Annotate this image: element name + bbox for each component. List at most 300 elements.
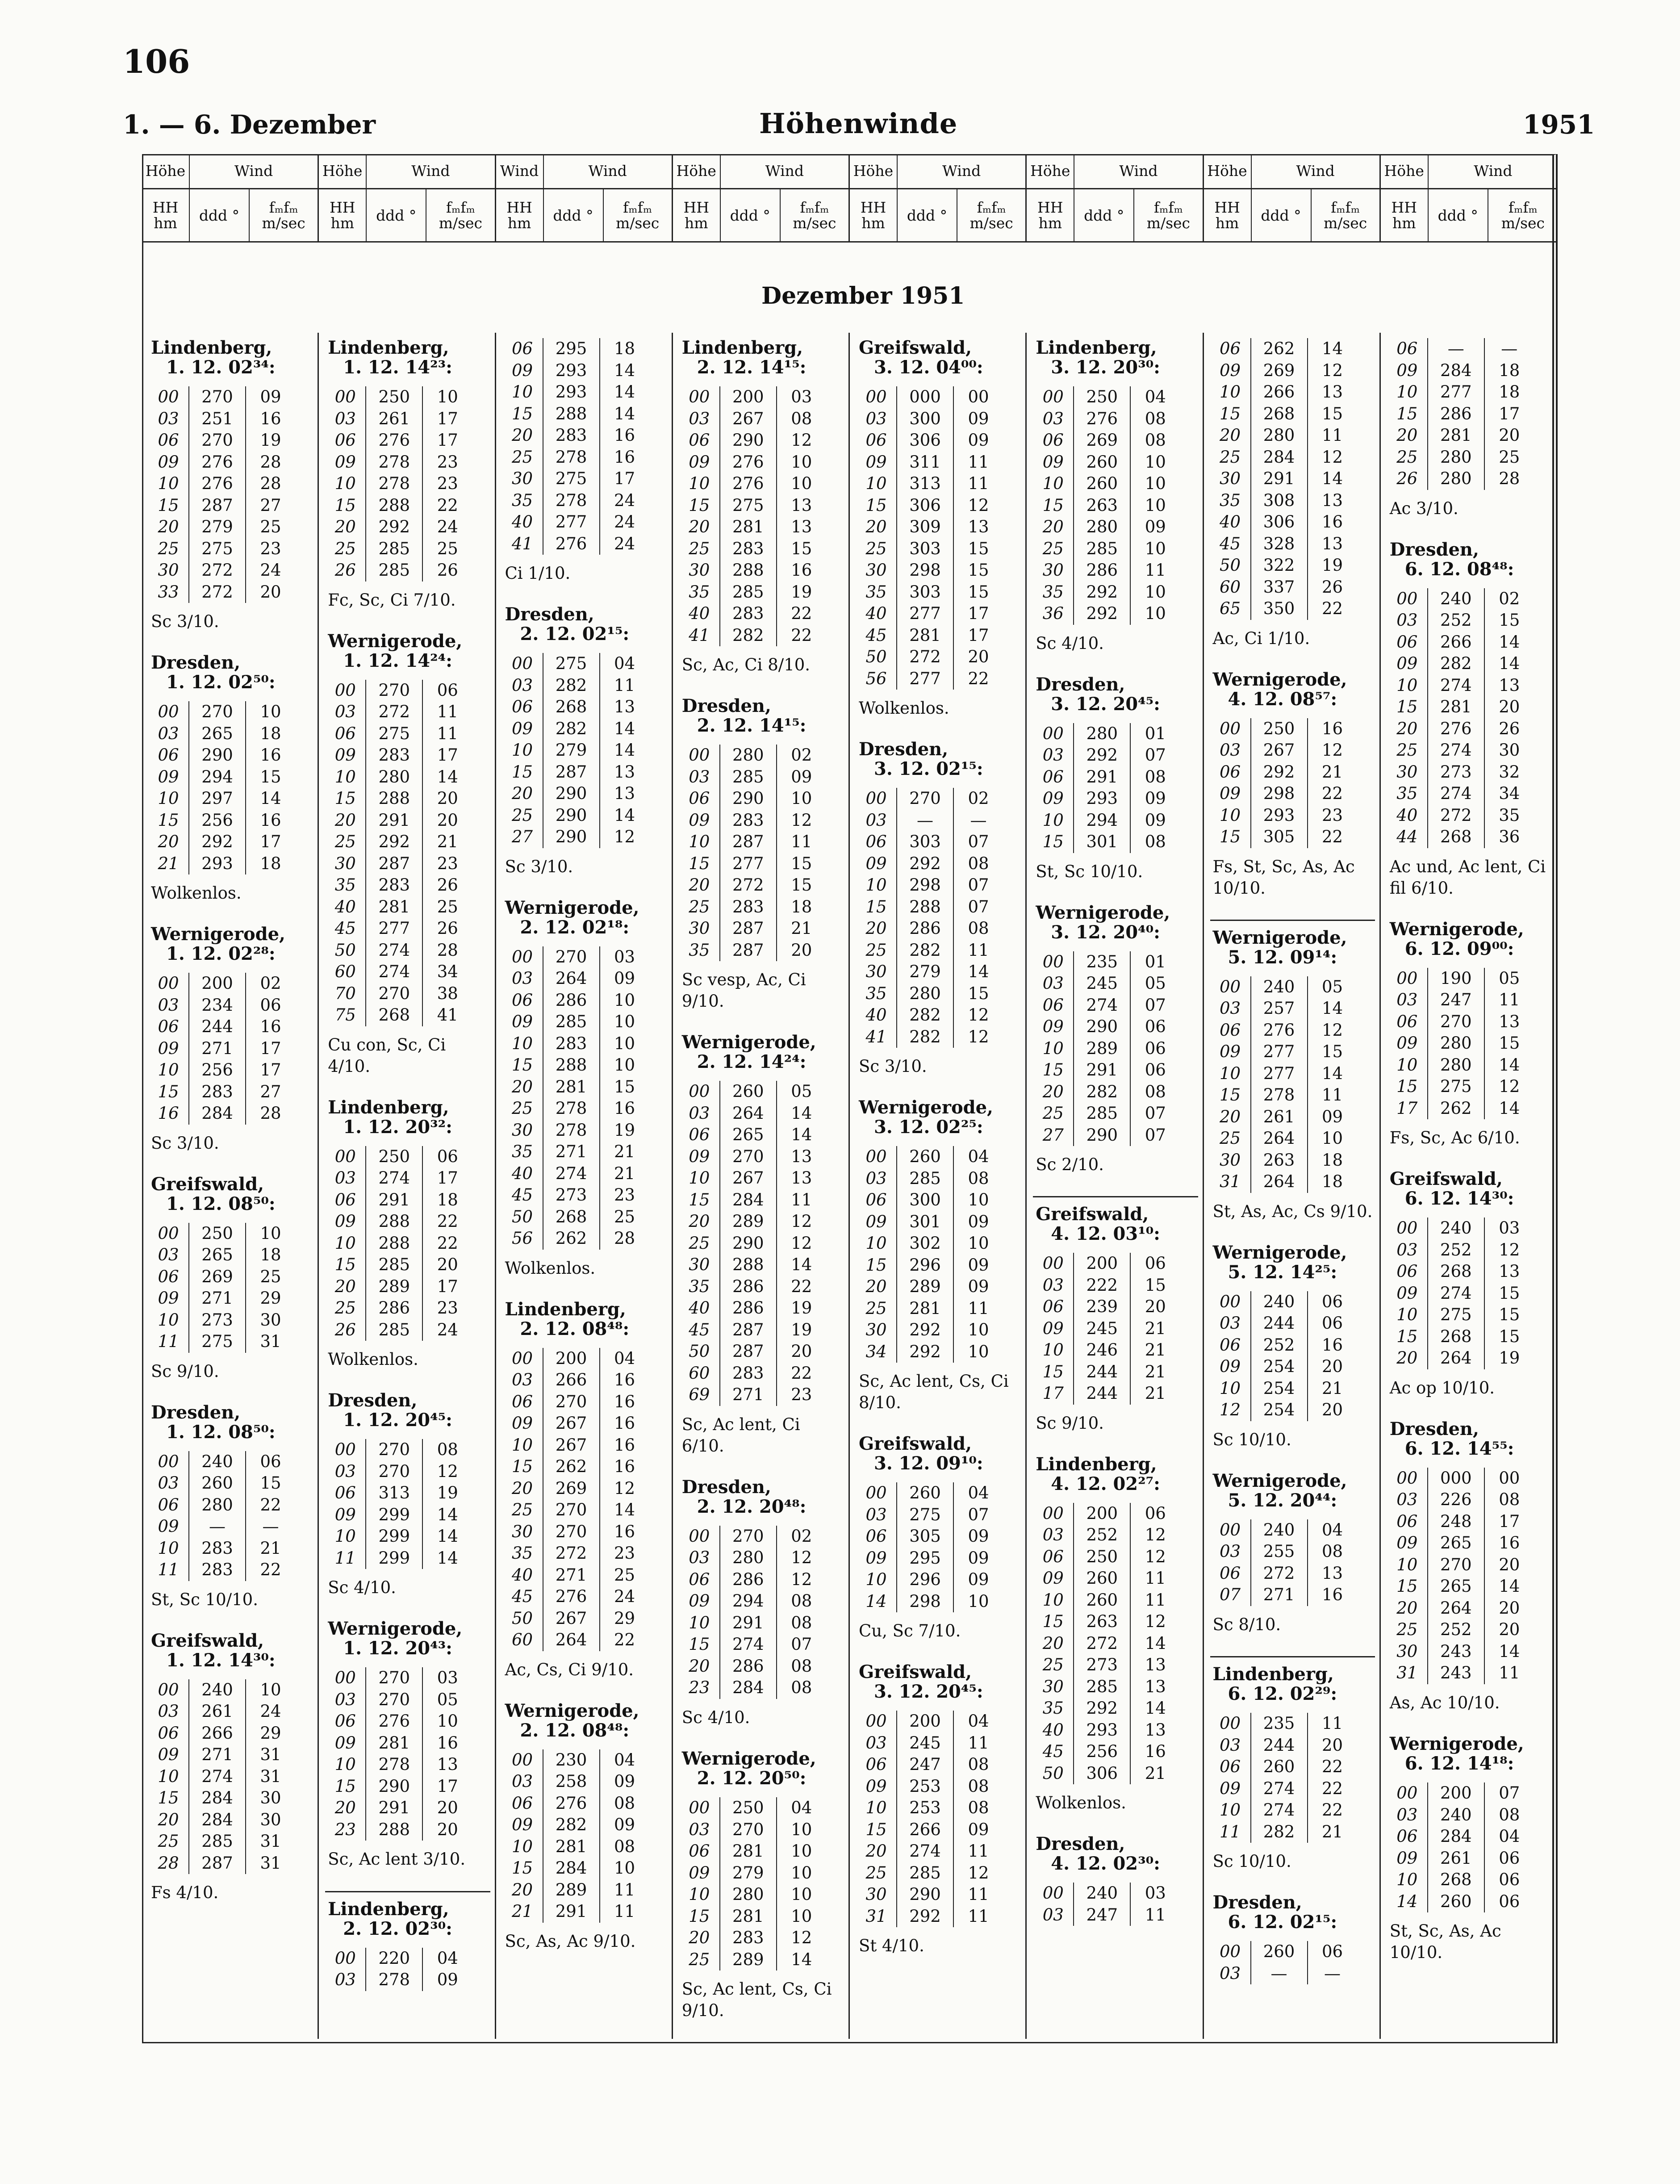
speed-cell: 31 [245,1331,295,1353]
height-cell: 03 [1042,1905,1064,1925]
height-cell: 00 [865,1711,887,1731]
direction-cell: 298 [1250,783,1307,805]
speed-cell: 01 [1130,723,1180,745]
height-cell: 00 [1219,1714,1241,1733]
speed-cell: 14 [1484,1576,1534,1598]
speed-cell: 12 [1307,447,1357,469]
speed-cell: 06 [1307,1291,1357,1313]
height-cell: 27 [511,827,533,847]
height-cell: 10 [511,1837,533,1856]
direction-cell: 287 [188,495,245,517]
table-row [148,1494,313,1516]
height-cell: 20 [1219,1107,1241,1126]
speed-cell: 10 [1130,582,1180,603]
height-cell: 00 [158,702,179,722]
direction-cell: 244 [1073,1361,1130,1383]
height-cell: 41 [511,534,533,553]
table-row [1033,1103,1198,1125]
direction-cell: 289 [719,1211,776,1233]
table-row [1387,1283,1553,1305]
speed-cell: 20 [776,940,826,962]
height-cell: 30 [511,469,533,488]
table-row [679,1656,844,1678]
table-row [148,1831,313,1853]
direction-cell: 276 [543,1586,599,1608]
speed-cell: 16 [776,560,826,582]
table-row [1033,810,1198,832]
table-row [1387,338,1553,360]
direction-cell: 294 [1073,810,1130,832]
observation-date: 3. 12. 02¹⁵: [874,758,983,780]
speed-cell: 15 [1484,1033,1534,1054]
direction-cell: 286 [365,1297,422,1319]
direction-cell: 246 [1073,1339,1130,1361]
table-row [1210,1541,1375,1563]
observation-date: 4. 12. 02²⁷: [1051,1473,1160,1494]
height-cell: 00 [689,1082,710,1101]
height-cell: 25 [689,1233,710,1253]
table-row [679,625,844,647]
direction-cell: 300 [896,408,953,430]
speed-cell: 12 [599,1478,649,1500]
header-ddd: ddd ° [190,189,250,242]
observation-date: 2. 12. 08⁴⁸: [520,1720,630,1741]
table-row [1210,533,1375,555]
direction-cell: 281 [719,516,776,538]
direction-cell: 292 [1073,1698,1130,1720]
header-fm: fₘfₘ m/sec [793,199,836,232]
height-cell: 15 [1219,827,1241,847]
height-cell: 06 [865,1755,887,1774]
height-cell: 30 [511,1522,533,1541]
table-row [325,1482,490,1504]
table-row [1210,1020,1375,1042]
data-column [1381,333,1558,2039]
direction-cell: 244 [1250,1313,1307,1335]
table-row [856,983,1021,1005]
height-cell: 15 [334,1776,356,1796]
table-row [1387,1261,1553,1283]
speed-cell: 15 [1307,1041,1357,1063]
column-header-group [1381,154,1558,242]
table-row [148,495,313,517]
height-cell: 09 [1219,784,1241,803]
table-row [856,810,1021,832]
speed-cell: 16 [1130,1741,1180,1763]
direction-cell: 260 [1427,1891,1484,1913]
height-cell: 20 [158,517,179,536]
data-column [1027,333,1204,2039]
height-cell: 00 [1396,589,1418,608]
table-row [325,408,490,430]
station-block [679,1477,844,1728]
direction-cell: 271 [188,1744,245,1766]
table-row [502,1478,667,1500]
direction-cell: 200 [1073,1503,1130,1525]
observation-date: 3. 12. 09¹⁰: [874,1453,983,1474]
table-row [148,1559,313,1581]
height-cell: 20 [689,875,710,895]
table-row [148,973,313,995]
observation-date: 4. 12. 03¹⁰: [1051,1223,1160,1245]
table-row [856,1211,1021,1233]
table-row [679,1526,844,1548]
direction-cell: 298 [896,1591,953,1613]
height-cell: 15 [689,1190,710,1209]
height-cell: 23 [689,1678,710,1698]
height-cell: 03 [511,969,533,988]
speed-cell: 10 [599,1858,649,1879]
table-row [1033,516,1198,538]
table-row [148,582,313,603]
station-block [1210,1471,1375,1636]
direction-cell: 268 [543,1206,599,1228]
speed-cell: 07 [1130,745,1180,766]
header-ddd: ddd ° [721,189,781,242]
height-cell: 09 [334,745,356,765]
height-cell: 25 [158,539,179,558]
height-cell: 06 [158,1267,179,1286]
direction-cell: 272 [365,701,422,723]
direction-cell: 266 [896,1819,953,1841]
speed-cell: 15 [953,538,1003,560]
speed-cell: 12 [1307,1020,1357,1042]
table-row [325,1504,490,1526]
cloud-note: Sc, Ac lent 3/10. [328,1849,466,1869]
direction-cell: 260 [1073,1568,1130,1590]
height-cell: 20 [334,1798,356,1818]
speed-cell: 10 [776,1884,826,1906]
speed-cell: 13 [776,1146,826,1168]
height-cell: 60 [334,962,356,982]
speed-cell: 08 [776,408,826,430]
height-cell: 25 [511,805,533,825]
direction-cell: 240 [188,1451,245,1473]
table-row [502,1901,667,1923]
direction-cell: 250 [1073,386,1130,408]
direction-cell: 274 [365,961,422,983]
station-name: Wernigerode, [1212,669,1347,690]
table-row [679,766,844,788]
height-cell: 06 [334,1190,356,1209]
table-row [325,1276,490,1298]
direction-cell: 263 [1073,495,1130,517]
cloud-note: Sc 4/10. [681,1707,750,1727]
direction-cell: 276 [543,1793,599,1815]
height-cell: 03 [1042,974,1064,993]
header-hh: HH hm [1027,189,1074,242]
height-cell: 00 [334,680,356,700]
table-row [679,1949,844,1971]
speed-cell: 17 [1484,1511,1534,1533]
speed-cell: 14 [1484,1054,1534,1076]
speed-cell: 10 [953,1233,1003,1255]
height-cell: 06 [158,1723,179,1743]
height-cell: 10 [865,1234,887,1253]
direction-cell: 306 [1073,1763,1130,1785]
direction-cell: 272 [896,646,953,668]
table-row [502,1391,667,1413]
height-cell: 20 [1396,426,1418,445]
speed-cell: 11 [1484,1662,1534,1684]
height-cell: 00 [1219,1942,1241,1962]
speed-cell: 14 [422,1548,472,1569]
speed-cell: 17 [422,1276,472,1298]
speed-cell: 14 [599,740,649,761]
height-cell: 06 [511,990,533,1010]
height-cell: 06 [1396,1827,1418,1846]
height-cell: 69 [689,1385,710,1405]
table-row [856,452,1021,473]
direction-cell: 252 [1427,1239,1484,1261]
speed-cell: 16 [245,408,295,430]
speed-cell: 10 [776,788,826,810]
height-cell: 50 [334,940,356,960]
height-cell: 35 [1396,784,1418,803]
table-row [1387,1641,1553,1663]
header-wind: Wind [1296,162,1335,180]
direction-cell: 277 [1427,381,1484,403]
direction-cell: 293 [1250,805,1307,827]
direction-cell: 275 [1427,1304,1484,1326]
speed-cell: 11 [953,940,1003,962]
direction-cell: 276 [719,452,776,473]
direction-cell: 296 [896,1569,953,1591]
table-row [679,1124,844,1146]
speed-cell: 01 [1130,951,1180,973]
direction-cell: 285 [1073,538,1130,560]
table-row [856,1233,1021,1255]
direction-cell: 277 [896,603,953,625]
data-column [1204,333,1381,2039]
table-row [1387,1511,1553,1533]
height-cell: 09 [1396,1848,1418,1868]
direction-cell: 260 [1073,1590,1130,1611]
speed-cell: 00 [953,386,1003,408]
height-cell: 09 [1042,1318,1064,1338]
direction-cell: 261 [1250,1106,1307,1128]
table-row [1387,805,1553,827]
direction-cell: 263 [1073,1611,1130,1633]
speed-cell: 10 [245,1679,295,1701]
height-cell: 35 [689,940,710,960]
direction-cell: 267 [543,1413,599,1435]
height-cell: 06 [689,1125,710,1145]
speed-cell: 09 [776,766,826,788]
direction-cell: 291 [1073,1059,1130,1081]
speed-cell: 06 [422,1146,472,1168]
cloud-note: Sc 3/10. [151,612,219,631]
station-name: Greifswald, [859,1433,972,1455]
height-cell: 35 [1042,1699,1064,1718]
table-row [1387,968,1553,990]
height-cell: 15 [1396,1077,1418,1096]
table-row [502,946,667,968]
direction-cell: 273 [1073,1654,1130,1676]
observation-date: 1. 12. 14²⁴: [343,650,452,671]
speed-cell: 15 [776,538,826,560]
height-cell: 06 [1042,1547,1064,1566]
speed-cell: 12 [776,1233,826,1255]
observation-date: 6. 12. 09⁰⁰: [1404,938,1514,959]
direction-cell: 276 [1073,408,1130,430]
direction-cell: 303 [896,582,953,603]
station-block [325,338,490,611]
table-row [679,1363,844,1385]
speed-cell: 10 [1130,495,1180,517]
height-cell: 06 [689,789,710,808]
speed-cell: 14 [1307,338,1357,360]
direction-cell: 260 [1073,473,1130,495]
speed-cell: 04 [599,1348,649,1370]
table-row [325,1319,490,1341]
speed-cell: 08 [953,1776,1003,1798]
table-row [502,490,667,512]
station-name: Wernigerode, [681,1748,816,1770]
speed-cell: 06 [1130,1059,1180,1081]
speed-cell: 15 [953,983,1003,1005]
speed-cell: 21 [1130,1318,1180,1340]
direction-cell: 294 [719,1590,776,1612]
height-cell: 06 [334,1483,356,1503]
height-cell: 20 [334,517,356,536]
direction-cell: 292 [365,516,422,538]
table-row [325,452,490,473]
height-cell: 45 [865,625,887,645]
table-row [1387,1098,1553,1120]
table-row [1387,1011,1553,1033]
height-cell: 00 [334,1146,356,1166]
speed-cell: 22 [776,603,826,625]
speed-cell: 09 [953,1255,1003,1276]
height-cell: 25 [158,1832,179,1851]
direction-cell: 350 [1250,598,1307,620]
direction-cell: 286 [719,1656,776,1678]
speed-cell: 02 [953,788,1003,810]
cloud-note: Sc, As, Ac 9/10. [505,1931,636,1951]
table-row [1210,1735,1375,1757]
direction-cell: 254 [1250,1356,1307,1378]
height-cell: 15 [158,495,179,515]
height-cell: 10 [158,1310,179,1330]
table-row [325,516,490,538]
table-row [1033,430,1198,452]
direction-cell: 278 [365,1969,422,1991]
table-row [502,1435,667,1456]
direction-cell: 283 [719,1363,776,1385]
direction-cell: 290 [188,745,245,766]
table-row [1387,1891,1553,1913]
table-row [1033,1361,1198,1383]
speed-cell: 09 [599,1771,649,1793]
height-cell: 15 [158,1788,179,1808]
direction-cell: 278 [365,452,422,473]
direction-cell: 270 [365,1439,422,1461]
speed-cell: 24 [245,1701,295,1723]
table-row [502,1836,667,1858]
table-row [1210,598,1375,620]
direction-cell: 270 [365,983,422,1005]
height-cell: 00 [865,1147,887,1167]
table-row [1033,745,1198,766]
page-title: Höhenwinde [759,107,958,140]
speed-cell: 14 [1307,1063,1357,1085]
direction-cell: 265 [1427,1532,1484,1554]
height-cell: 09 [158,767,179,787]
speed-cell: 08 [1130,831,1180,853]
direction-cell: 284 [719,1189,776,1211]
height-cell: 03 [1219,1963,1241,1983]
table-row [856,896,1021,918]
direction-cell: 000 [896,386,953,408]
speed-cell: 20 [422,810,472,832]
height-cell: 03 [865,810,887,830]
speed-cell: 10 [1130,452,1180,473]
height-cell: 09 [158,1038,179,1058]
height-cell: 06 [158,745,179,765]
station-name: Dresden, [681,1476,771,1498]
table-row [1387,1782,1553,1804]
direction-cell: 278 [365,473,422,495]
table-row [325,1948,490,1970]
height-cell: 40 [334,897,356,916]
speed-cell: 14 [245,788,295,810]
speed-cell: 08 [776,1677,826,1699]
height-cell: 60 [511,1630,533,1650]
direction-cell: 256 [1073,1741,1130,1763]
height-cell: 15 [511,404,533,423]
table-row [856,1526,1021,1548]
height-cell: 30 [1042,1677,1064,1696]
station-name: Dresden, [1212,1892,1302,1913]
direction-cell: 240 [1427,1218,1484,1239]
direction-cell: 271 [1250,1584,1307,1606]
cloud-note: Ac 3/10. [1389,498,1459,518]
direction-cell: 280 [1073,516,1130,538]
speed-cell: 08 [422,1439,472,1461]
table-row [679,1590,844,1612]
direction-cell: 268 [543,696,599,718]
speed-cell: 21 [599,1141,649,1163]
station-name: Dresden, [1036,1833,1125,1855]
direction-cell: 250 [1073,1546,1130,1568]
speed-cell: 02 [1484,588,1534,610]
height-cell: 09 [865,1776,887,1796]
station-block [1033,1196,1198,1434]
table-row [1210,1584,1375,1606]
table-row [1387,1576,1553,1598]
speed-cell: 22 [1307,826,1357,848]
table-row [325,831,490,853]
observation-date: 2. 12. 02¹⁵: [520,623,630,645]
table-row [502,511,667,533]
station-block [1387,920,1553,1149]
direction-cell: 275 [188,1331,245,1353]
table-row [1210,976,1375,998]
height-cell: 30 [511,1120,533,1140]
speed-cell: 22 [1307,1799,1357,1821]
direction-cell: 283 [188,1538,245,1560]
speed-cell: 08 [1130,1081,1180,1103]
height-cell: 10 [1042,810,1064,830]
height-cell: 00 [1042,387,1064,406]
speed-cell: 26 [422,560,472,582]
height-cell: 06 [1396,1012,1418,1031]
table-row [1210,1356,1375,1378]
height-cell: 03 [1219,1314,1241,1333]
station-name: Dresden, [859,739,949,760]
speed-cell: 13 [1307,533,1357,555]
